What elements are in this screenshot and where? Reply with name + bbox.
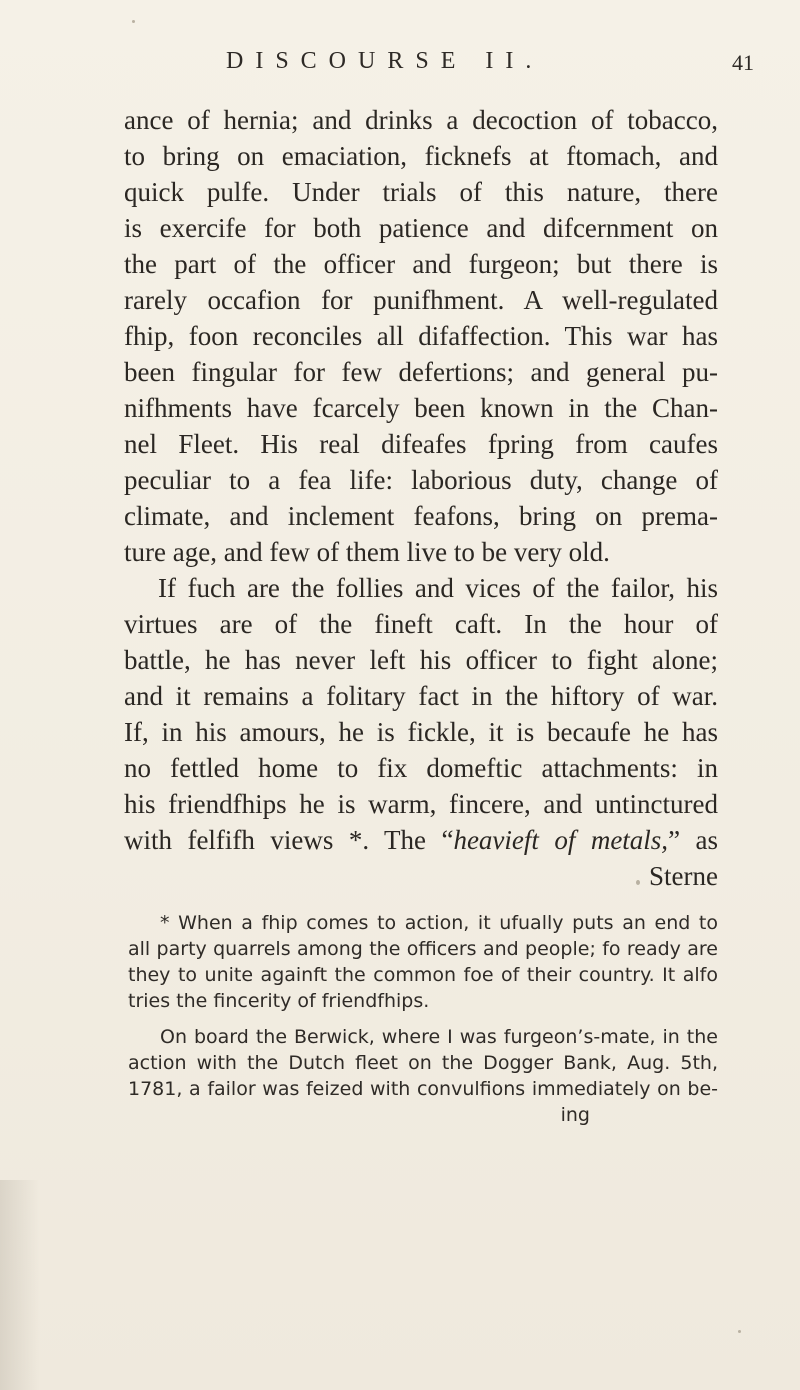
catchword: Sterne: [649, 861, 718, 891]
footnote-line: all party quarrels among the officers and people; fo ready are: [128, 938, 718, 960]
text-line: fhip, foon reconciles all difaffection. This war has: [124, 321, 718, 351]
footnote-line: action with the Dutch fleet on the Dogger Bank, Aug. 5th,: [128, 1052, 718, 1074]
footnote-line: * When a fhip comes to action, it ufually puts an end to: [160, 912, 718, 934]
page-edge-shadow: [0, 1180, 40, 1390]
text-line: been fingular for few defertions; and general pu-: [124, 357, 718, 387]
text-line: quick pulfe. Under trials of this nature, there: [124, 177, 718, 207]
text-line: nel Fleet. His real difeafes fpring from caufes: [124, 429, 718, 459]
text-fragment: with felfifh views *. The “: [124, 825, 454, 855]
text-line: to bring on emaciation, ficknefs at ftomach, and: [124, 141, 718, 171]
text-line: battle, he has never left his officer to fight alone;: [124, 645, 718, 675]
text-line: nifhments have fcarcely been known in the Chan-: [124, 393, 718, 423]
text-line: ture age, and few of them live to be very old.: [124, 537, 610, 567]
italic-quotation: heavieft of metals,: [453, 825, 669, 855]
footnote-line: 1781, a failor was feized with convulfions immediately on be-: [128, 1078, 718, 1100]
paper-speck: [636, 880, 640, 885]
text-line: ance of hernia; and drinks a decoction of tobacco,: [124, 105, 718, 135]
paper-speck: [738, 1330, 741, 1333]
text-line: climate, and inclement feafons, bring on prema-: [124, 501, 718, 531]
text-line: rarely occafion for punifhment. A well-regulated: [124, 285, 718, 315]
text-line: peculiar to a fea life: laborious duty, change of: [124, 465, 718, 495]
text-line: his friendfhips he is warm, fincere, and untinctured: [124, 789, 718, 819]
text-line: the part of the officer and furgeon; but there is: [124, 249, 718, 279]
paper-speck: [132, 20, 135, 23]
footnote-line: tries the fincerity of friendfhips.: [128, 990, 430, 1012]
text-line: and it remains a folitary fact in the hiftory of war.: [124, 681, 718, 711]
text-fragment: ” as: [668, 825, 718, 855]
text-line: is exercife for both patience and difcernment on: [124, 213, 718, 243]
text-line-with-quote: [124, 822, 718, 858]
text-line: virtues are of the fineft caft. In the hour of: [124, 609, 718, 639]
text-line: no fettled home to fix domeftic attachments: in: [124, 753, 718, 783]
page-header: [0, 48, 800, 88]
footnote-catchword: ing: [560, 1104, 590, 1126]
text-line: If fuch are the follies and vices of the failor, his: [158, 573, 718, 603]
footnote-line: they to unite againft the common foe of their country. It alfo: [128, 964, 718, 986]
page-number: 41: [732, 50, 754, 75]
running-head: DISCOURSE II.: [226, 48, 544, 74]
text-line: If, in his amours, he is fickle, it is becaufe he has: [124, 717, 718, 747]
footnote-line: On board the Berwick, where I was furgeon’s-mate, in the: [160, 1026, 718, 1048]
